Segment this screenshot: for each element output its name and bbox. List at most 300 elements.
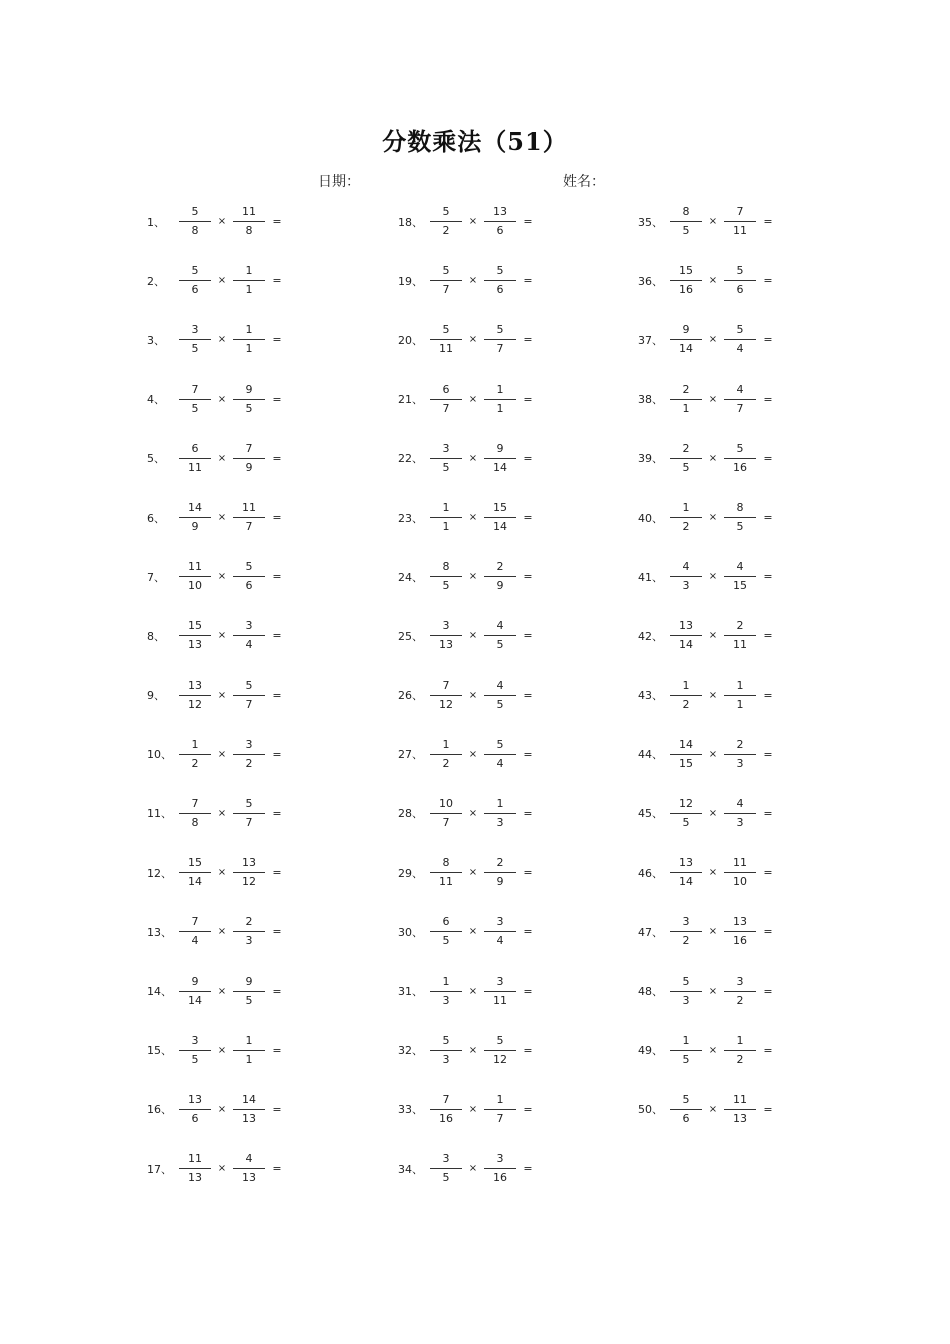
problem-row [638,902,888,961]
problem-number: 22、 [398,452,423,466]
denominator: 14 [679,342,693,356]
fraction-b [233,264,265,297]
fraction-bar [724,754,756,755]
equals-sign: = [523,392,533,406]
fraction-b [484,205,516,238]
numerator: 2 [496,856,504,870]
denominator: 13 [188,1171,202,1185]
fraction-a [670,915,702,948]
numerator: 2 [682,382,690,396]
numerator: 5 [496,737,504,751]
multiply-sign: × [708,807,718,819]
numerator: 1 [736,678,744,692]
fraction-b [724,560,756,593]
problem-number: 4、 [147,393,165,407]
numerator: 9 [191,974,199,988]
fraction-bar [484,1109,516,1110]
name-label: 姓名： [563,174,605,190]
numerator: 7 [191,382,199,396]
equals-sign: = [523,215,533,229]
fraction-a [179,797,211,830]
fraction-bar [724,1050,756,1051]
denominator: 9 [496,579,504,593]
multiply-sign: × [468,689,478,701]
fraction-a [430,856,462,889]
multiply-sign: × [708,275,718,287]
problem-number: 23、 [398,511,423,525]
fraction-a [430,1152,462,1185]
denominator: 5 [442,579,450,593]
fraction-a [670,679,702,712]
fraction-a [430,619,462,652]
numerator: 11 [733,856,747,870]
denominator: 16 [493,1171,507,1185]
fraction-a [670,442,702,475]
equals-sign: = [272,984,282,998]
multiply-sign: × [708,571,718,583]
problem-number: 36、 [638,274,663,288]
problem-number: 13、 [147,925,172,939]
denominator: 7 [496,1111,504,1125]
numerator: 11 [242,205,256,219]
numerator: 4 [736,382,744,396]
problem-row [147,192,397,251]
numerator: 1 [682,1033,690,1047]
fraction-b [724,738,756,771]
fraction-a [430,501,462,534]
equals-sign: = [523,570,533,584]
fraction-a [430,264,462,297]
multiply-sign: × [217,689,227,701]
denominator: 9 [191,520,199,534]
fraction-a [670,797,702,830]
denominator: 12 [439,697,453,711]
fraction-bar [179,1050,211,1051]
denominator: 14 [679,875,693,889]
denominator: 1 [442,520,450,534]
equals-sign: = [272,274,282,288]
multiply-sign: × [217,1044,227,1056]
fraction-bar [179,754,211,755]
denominator: 3 [442,1052,450,1066]
fraction-b [484,383,516,416]
fraction-bar [233,991,265,992]
multiply-sign: × [708,630,718,642]
equals-sign: = [523,984,533,998]
fraction-bar [484,458,516,459]
denominator: 11 [439,875,453,889]
problem-number: 28、 [398,807,423,821]
denominator: 8 [191,224,199,238]
problem-number: 10、 [147,748,172,762]
fraction-b [233,738,265,771]
fraction-bar [484,280,516,281]
numerator: 13 [679,856,693,870]
denominator: 13 [242,1111,256,1125]
fraction-b [233,797,265,830]
fraction-bar [670,991,702,992]
numerator: 5 [442,205,450,219]
fraction-b [724,501,756,534]
fraction-bar [430,695,462,696]
numerator: 1 [191,737,199,751]
numerator: 2 [682,441,690,455]
fraction-bar [430,991,462,992]
fraction-a [670,619,702,652]
fraction-bar [179,339,211,340]
page-title: 分数乘法（51） [382,127,568,156]
fraction-bar [724,872,756,873]
equals-sign: = [523,511,533,525]
problem-row [638,784,888,843]
denominator: 7 [245,815,253,829]
fraction-a [179,560,211,593]
equals-sign: = [523,806,533,820]
multiply-sign: × [468,867,478,879]
denominator: 6 [736,283,744,297]
equals-sign: = [523,1162,533,1176]
numerator: 3 [245,737,253,751]
numerator: 12 [679,796,693,810]
fraction-b [724,1034,756,1067]
fraction-b [484,264,516,297]
fraction-bar [430,280,462,281]
equals-sign: = [763,451,773,465]
fraction-a [179,619,211,652]
fraction-bar [179,221,211,222]
fraction-bar [233,221,265,222]
fraction-bar [179,635,211,636]
denominator: 5 [442,460,450,474]
fraction-b [233,856,265,889]
numerator: 1 [496,796,504,810]
fraction-bar [724,695,756,696]
problem-number: 6、 [147,511,165,525]
fraction-a [179,856,211,889]
fraction-bar [724,399,756,400]
denominator: 14 [493,520,507,534]
fraction-b [484,856,516,889]
fraction-bar [670,576,702,577]
fraction-a [430,560,462,593]
fraction-a [179,264,211,297]
numerator: 5 [736,264,744,278]
numerator: 7 [191,796,199,810]
problem-number: 20、 [398,333,423,347]
fraction-bar [430,1109,462,1110]
equals-sign: = [763,511,773,525]
problem-row [398,1080,648,1139]
fraction-bar [233,517,265,518]
denominator: 4 [736,342,744,356]
fraction-bar [430,576,462,577]
denominator: 5 [496,638,504,652]
fraction-b [233,679,265,712]
problem-row [398,310,648,369]
problem-row [638,251,888,310]
fraction-b [233,205,265,238]
fraction-b [233,1093,265,1126]
numerator: 3 [736,974,744,988]
denominator: 3 [496,815,504,829]
numerator: 11 [188,1152,202,1166]
fraction-b [233,915,265,948]
problem-row [147,429,397,488]
fraction-a [430,797,462,830]
fraction-a [430,383,462,416]
fraction-bar [484,1168,516,1169]
multiply-sign: × [217,985,227,997]
fraction-b [484,679,516,712]
fraction-a [179,1093,211,1126]
multiply-sign: × [468,1044,478,1056]
problem-row [147,725,397,784]
denominator: 2 [682,697,690,711]
problem-row [147,961,397,1020]
numerator: 13 [242,856,256,870]
fraction-bar [233,635,265,636]
numerator: 5 [496,264,504,278]
numerator: 2 [245,915,253,929]
problem-number: 25、 [398,629,423,643]
numerator: 1 [736,1033,744,1047]
fraction-b [484,975,516,1008]
problem-row [398,429,648,488]
numerator: 5 [496,1033,504,1047]
problem-number: 1、 [147,215,165,229]
equals-sign: = [763,392,773,406]
problem-row [398,902,648,961]
problem-row [147,547,397,606]
numerator: 14 [242,1092,256,1106]
numerator: 8 [442,856,450,870]
equals-sign: = [523,629,533,643]
fraction-bar [670,1109,702,1110]
numerator: 5 [191,264,199,278]
equals-sign: = [272,215,282,229]
fraction-bar [430,754,462,755]
fraction-a [670,323,702,356]
numerator: 4 [245,1152,253,1166]
equals-sign: = [272,333,282,347]
fraction-a [179,975,211,1008]
fraction-a [670,738,702,771]
fraction-a [179,738,211,771]
numerator: 5 [736,441,744,455]
multiply-sign: × [708,393,718,405]
numerator: 11 [242,501,256,515]
problem-number: 49、 [638,1044,663,1058]
denominator: 2 [245,756,253,770]
denominator: 1 [245,1052,253,1066]
equals-sign: = [763,806,773,820]
equals-sign: = [763,570,773,584]
multiply-sign: × [217,571,227,583]
denominator: 6 [191,1111,199,1125]
problem-number: 8、 [147,629,165,643]
numerator: 1 [682,501,690,515]
fraction-a [179,383,211,416]
problem-row [638,429,888,488]
problem-row [398,488,648,547]
fraction-b [233,1034,265,1067]
problem-number: 18、 [398,215,423,229]
multiply-sign: × [708,985,718,997]
problem-number: 45、 [638,807,663,821]
problem-row [638,370,888,429]
equals-sign: = [272,1162,282,1176]
denominator: 13 [733,1111,747,1125]
fraction-bar [179,280,211,281]
numerator: 4 [682,560,690,574]
problem-row [638,606,888,665]
equals-sign: = [523,451,533,465]
fraction-a [179,1034,211,1067]
fraction-b [484,738,516,771]
numerator: 13 [733,915,747,929]
fraction-bar [430,399,462,400]
multiply-sign: × [468,334,478,346]
fraction-bar [484,991,516,992]
numerator: 1 [245,1033,253,1047]
equals-sign: = [523,274,533,288]
problem-row [147,1080,397,1139]
denominator: 5 [682,224,690,238]
problem-row [147,1139,397,1198]
fraction-bar [484,872,516,873]
numerator: 3 [442,1152,450,1166]
denominator: 3 [736,815,744,829]
fraction-bar [179,931,211,932]
denominator: 1 [682,401,690,415]
numerator: 8 [736,501,744,515]
problem-number: 29、 [398,866,423,880]
problem-number: 50、 [638,1103,663,1117]
denominator: 6 [682,1111,690,1125]
numerator: 5 [736,323,744,337]
numerator: 3 [191,1033,199,1047]
denominator: 6 [245,579,253,593]
multiply-sign: × [468,512,478,524]
fraction-bar [724,991,756,992]
problem-number: 26、 [398,689,423,703]
denominator: 5 [496,697,504,711]
problem-number: 11、 [147,807,172,821]
fraction-bar [233,1109,265,1110]
problem-row [398,370,648,429]
problem-row [147,666,397,725]
numerator: 6 [442,915,450,929]
fraction-bar [484,576,516,577]
fraction-bar [233,458,265,459]
problem-number: 41、 [638,570,663,584]
numerator: 5 [245,796,253,810]
fraction-bar [179,1168,211,1169]
fraction-bar [233,695,265,696]
multiply-sign: × [708,1103,718,1115]
problem-number: 9、 [147,689,165,703]
fraction-a [430,442,462,475]
problem-number: 42、 [638,629,663,643]
multiply-sign: × [217,1103,227,1115]
fraction-bar [670,339,702,340]
numerator: 4 [496,678,504,692]
denominator: 12 [493,1052,507,1066]
fraction-a [179,323,211,356]
problem-row [398,666,648,725]
numerator: 5 [442,1033,450,1047]
denominator: 9 [245,460,253,474]
fraction-b [233,975,265,1008]
numerator: 1 [442,737,450,751]
equals-sign: = [523,333,533,347]
fraction-b [724,1093,756,1126]
denominator: 15 [733,579,747,593]
fraction-b [724,619,756,652]
fraction-bar [484,339,516,340]
numerator: 1 [245,264,253,278]
denominator: 4 [191,934,199,948]
equals-sign: = [763,866,773,880]
denominator: 2 [442,224,450,238]
problem-row [147,251,397,310]
denominator: 13 [188,638,202,652]
problem-row [638,843,888,902]
equals-sign: = [272,511,282,525]
fraction-b [233,501,265,534]
denominator: 6 [496,224,504,238]
problem-row [398,251,648,310]
multiply-sign: × [217,748,227,760]
fraction-a [430,738,462,771]
fraction-b [233,323,265,356]
fraction-b [724,383,756,416]
numerator: 13 [188,1092,202,1106]
denominator: 11 [188,460,202,474]
equals-sign: = [272,1043,282,1057]
fraction-bar [430,517,462,518]
numerator: 15 [188,856,202,870]
denominator: 14 [679,638,693,652]
multiply-sign: × [468,1103,478,1115]
problem-row [638,488,888,547]
fraction-bar [233,280,265,281]
numerator: 11 [733,1092,747,1106]
fraction-bar [233,1050,265,1051]
denominator: 16 [439,1111,453,1125]
fraction-bar [724,1109,756,1110]
numerator: 3 [496,915,504,929]
denominator: 7 [442,815,450,829]
numerator: 5 [496,323,504,337]
fraction-a [430,915,462,948]
denominator: 1 [245,283,253,297]
numerator: 2 [736,737,744,751]
fraction-bar [670,399,702,400]
equals-sign: = [763,1043,773,1057]
multiply-sign: × [708,748,718,760]
equals-sign: = [523,688,533,702]
denominator: 2 [682,934,690,948]
denominator: 3 [245,934,253,948]
denominator: 5 [245,401,253,415]
numerator: 15 [679,264,693,278]
multiply-sign: × [217,452,227,464]
fraction-a [430,679,462,712]
equals-sign: = [272,747,282,761]
denominator: 2 [191,756,199,770]
fraction-a [670,856,702,889]
